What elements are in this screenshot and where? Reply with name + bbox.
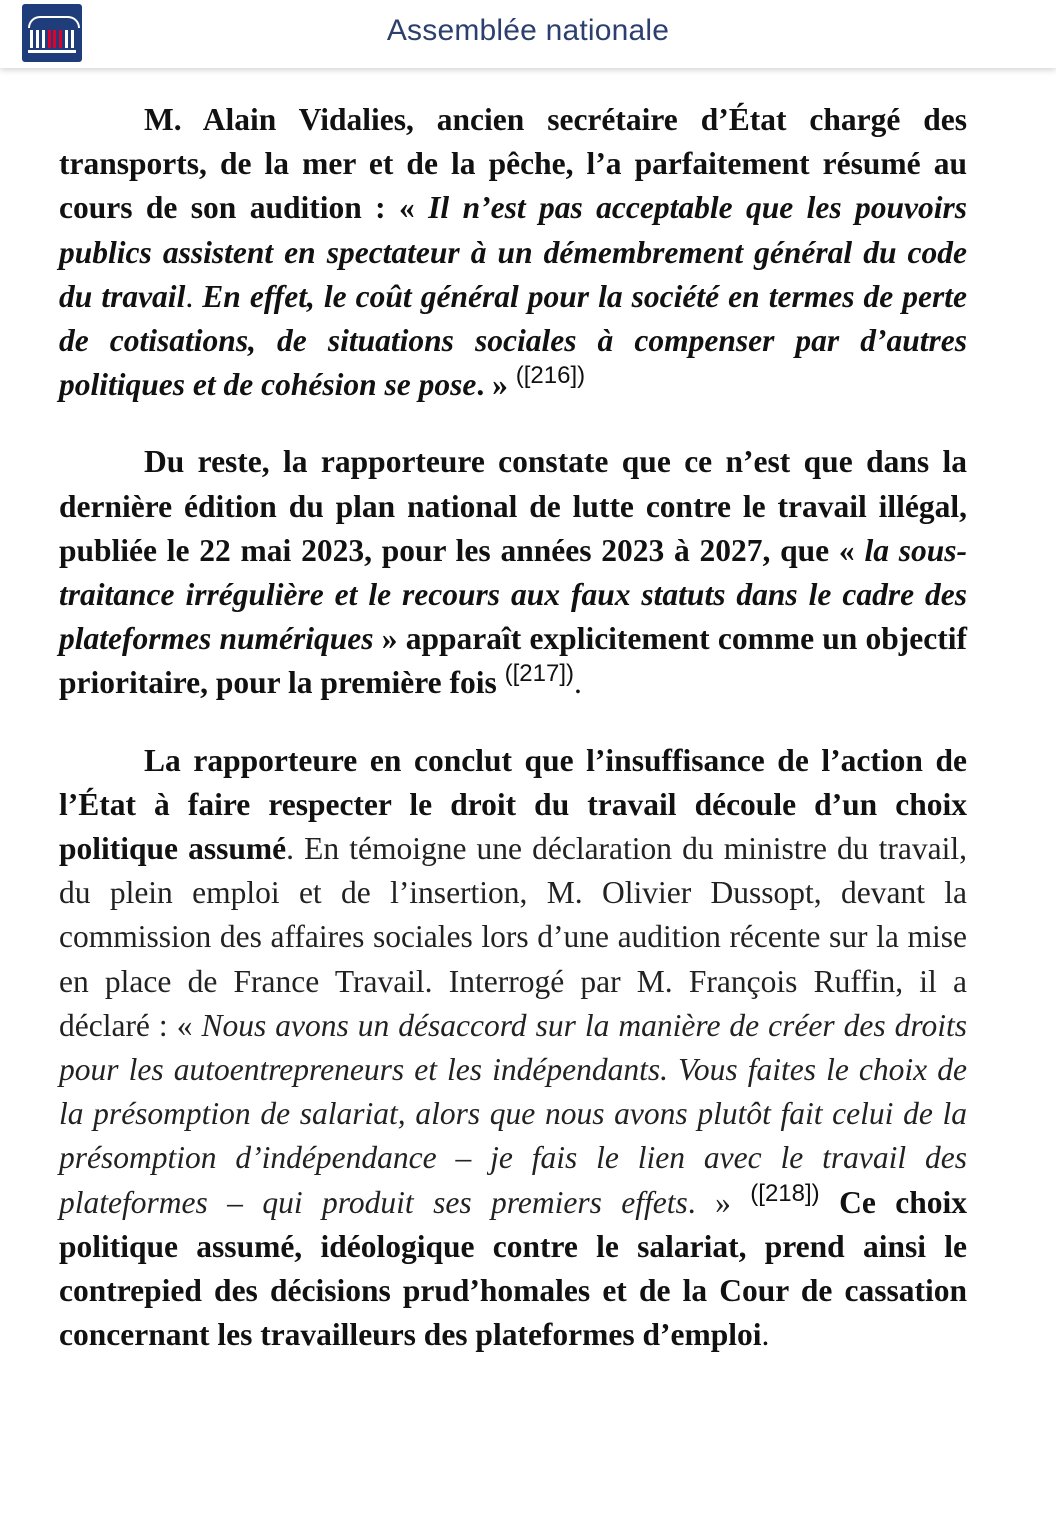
quote-segment: Nous avons un désaccord sur la manière de créer des droits pour les autoentrepreneurs et les indépendants. Vous faites le choix de la présomption de salariat, alors que nous avons plutôt fait celui de la présomption d’indépendance – je fais le lien avec le travail des plateformes – qui produit ses premiers effets bbox=[59, 1007, 968, 1220]
paragraph-3 bbox=[59, 739, 967, 1358]
footnote-ref-218[interactable]: ([218]) bbox=[750, 1179, 820, 1207]
app-header bbox=[0, 0, 1056, 68]
paragraph-1 bbox=[59, 98, 967, 407]
app-title: Assemblée nationale bbox=[386, 14, 670, 47]
text-segment: » apparaît explicitement comme un objectif prioritaire, pour la première fois bbox=[59, 621, 967, 701]
text-segment: Ce choix politique assumé, idéologique contre le salariat, prend ainsi le contrepied des décisions prud’homales et de la Cour de cassation concernant les travailleurs des plateformes d’emploi bbox=[59, 1184, 968, 1353]
quote-segment: Il n’est pas acceptable que les pouvoirs publics assistent en spectateur à un démembrement général du code du travail bbox=[59, 190, 967, 314]
text-segment: Du reste, la rapporteure constate que ce n’est que dans la dernière édition du plan national de lutte contre le travail illégal, publiée le 22 mai 2023, pour les années 2023 à 2027, que « bbox=[59, 444, 967, 568]
text-segment: . bbox=[573, 665, 582, 701]
footnote-ref-217[interactable]: ([217]) bbox=[504, 660, 574, 688]
footnote-ref-216[interactable]: ([216]) bbox=[515, 362, 586, 390]
document-body bbox=[59, 98, 967, 1390]
text-segment: . bbox=[185, 278, 203, 314]
text-segment: . bbox=[761, 1317, 770, 1353]
text-segment: . » bbox=[476, 367, 516, 403]
text-segment: La rapporteure en conclut que l’insuffisance de l’action de l’État à faire respecter le droit du travail découle d’un choix politique assumé bbox=[59, 742, 967, 867]
text-segment: M. Alain Vidalies, ancien secrétaire d’État chargé des transports, de la mer et de la pêche, l’a parfaitement résumé au cours de son audition : « bbox=[59, 102, 967, 226]
quote-segment: la sous-traitance irrégulière et le recours aux faux statuts dans le cadre des plateformes numériques bbox=[59, 532, 967, 657]
text-segment: . » bbox=[687, 1184, 751, 1220]
paragraph-2 bbox=[59, 440, 967, 705]
text-segment: . En témoigne une déclaration du ministre du travail, du plein emploi et de l’insertion, M. Olivier Dussopt, devant la commission des affaires sociales lors d’une audition récente sur la mise en place de France Travail. Interrogé par M. François Ruffin, il a déclaré : « bbox=[59, 831, 967, 1043]
quote-segment: En effet, le coût général pour la société en termes de perte de cotisations, de situations sociales à compenser par d’autres politiques et de cohésion se pose bbox=[59, 278, 968, 403]
